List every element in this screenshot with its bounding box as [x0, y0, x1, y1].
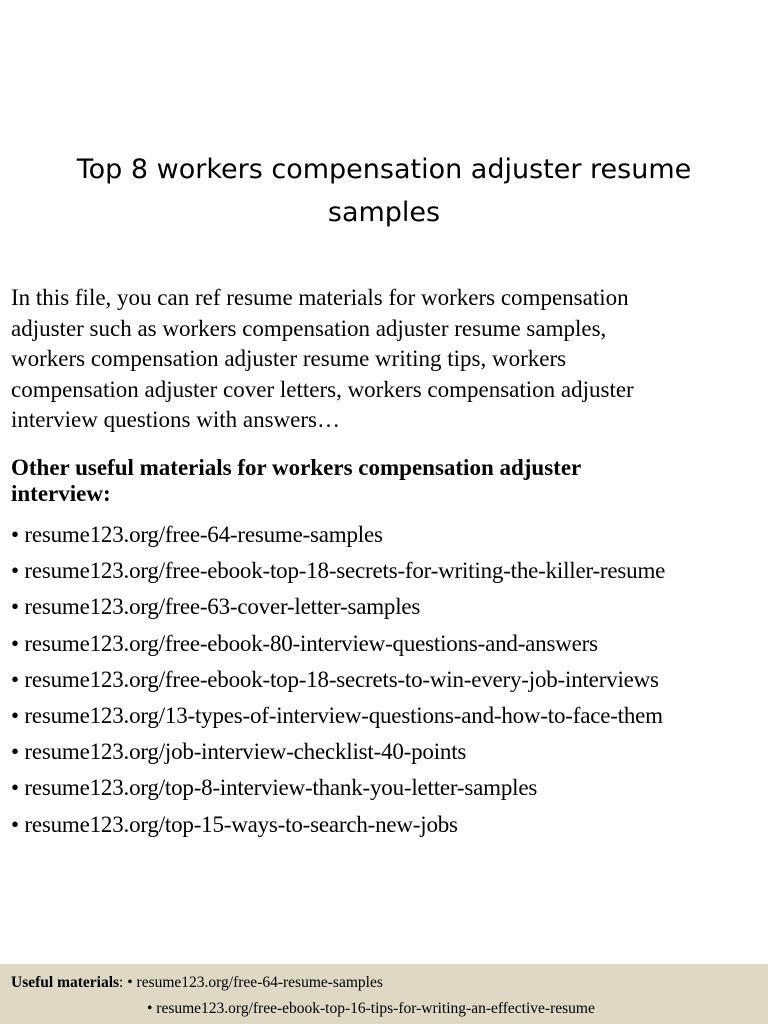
- footer-bar: [0, 964, 768, 1024]
- materials-link-list: [11, 517, 766, 843]
- footer-label: Useful materials: [11, 974, 120, 991]
- intro-paragraph: [11, 283, 761, 436]
- intro-line: workers compensation adjuster resume writing tips, workers: [11, 346, 567, 371]
- title-line-2: samples: [327, 197, 441, 228]
- materials-link[interactable]: • resume123.org/free-ebook-top-18-secrets-to-win-every-job-interviews: [11, 666, 659, 692]
- materials-link[interactable]: • resume123.org/free-ebook-top-18-secrets-for-writing-the-killer-resume: [11, 558, 666, 584]
- title-line-1: Top 8 workers compensation adjuster resume: [76, 154, 692, 185]
- other-materials-heading: [11, 455, 761, 507]
- footer-link[interactable]: • resume123.org/free-ebook-top-16-tips-for-writing-an-effective-resume: [147, 1000, 595, 1017]
- footer-row: [147, 999, 595, 1019]
- footer-separator: :: [119, 974, 128, 991]
- materials-link[interactable]: • resume123.org/job-interview-checklist-40-points: [11, 739, 467, 765]
- page-title: [0, 148, 768, 234]
- intro-line: interview questions with answers…: [11, 407, 340, 432]
- materials-link[interactable]: • resume123.org/free-63-cover-letter-samples: [11, 594, 421, 620]
- heading-line: Other useful materials for workers compensation adjuster: [11, 455, 582, 480]
- footer-row: [11, 973, 383, 993]
- intro-line: compensation adjuster cover letters, workers compensation adjuster: [11, 376, 634, 402]
- footer-link[interactable]: • resume123.org/free-64-resume-samples: [127, 974, 383, 991]
- materials-link[interactable]: • resume123.org/free-64-resume-samples: [11, 522, 383, 547]
- materials-link[interactable]: • resume123.org/top-15-ways-to-search-new-jobs: [11, 811, 458, 837]
- heading-line: interview:: [11, 481, 111, 506]
- materials-link[interactable]: • resume123.org/free-ebook-80-interview-questions-and-answers: [11, 630, 598, 656]
- materials-link[interactable]: • resume123.org/13-types-of-interview-questions-and-how-to-face-them: [11, 702, 663, 728]
- intro-line: In this file, you can ref resume materials for workers compensation: [11, 285, 629, 310]
- materials-link[interactable]: • resume123.org/top-8-interview-thank-you-letter-samples: [11, 775, 538, 801]
- intro-line: adjuster such as workers compensation adjuster resume samples,: [11, 315, 607, 341]
